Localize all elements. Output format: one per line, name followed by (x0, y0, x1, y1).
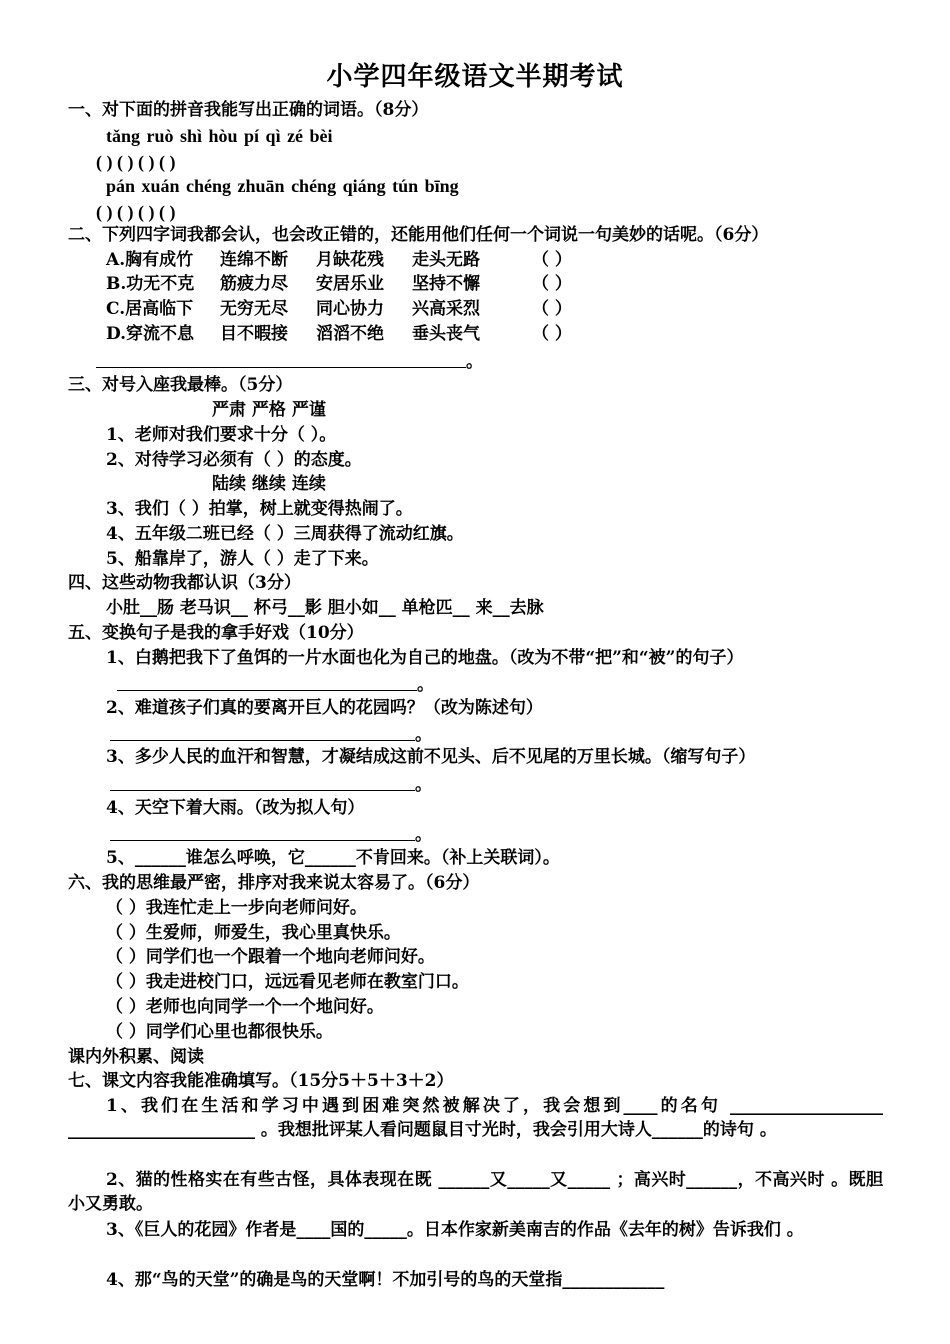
q2-answer-bracket[interactable]: （ ） (532, 324, 572, 344)
q2-answer-bracket[interactable]: （ ） (532, 299, 572, 319)
q3-sentence-2: 2、对待学习必须有（ ）的态度。 (106, 450, 362, 470)
q5-answer-line-4[interactable] (110, 840, 415, 841)
q5-answer-end-4: 。 (415, 825, 432, 845)
q1-pinyin-row1: tǎng ruò shì hòu pí qì zé bèi (106, 126, 333, 146)
q2-word: B.功无不克 (106, 274, 195, 294)
q6-item: （ ）我连忙走上一步向老师问好。 (106, 898, 367, 918)
q5-sentence-2: 2、难道孩子们真的要离开巨人的花园吗？（改为陈述句） (106, 698, 543, 718)
q2-answer-bracket[interactable]: （ ） (532, 250, 572, 270)
q5-heading: 五、变换句子是我的拿手好戏（10分） (68, 623, 364, 643)
q1-pinyin-row2: pán xuán chéng zhuān chéng qiáng tún bīng (106, 176, 459, 196)
q6-heading: 六、我的思维最严密，排序对我来说太容易了。（6分） (68, 873, 480, 893)
q2-row-b (106, 272, 572, 296)
q5-sentence-4: 4、天空下着大雨。（改为拟人句） (106, 798, 365, 818)
q5-sentence-3: 3、多少人民的血汗和智慧，才凝结成这前不见头、后不见尾的万里长城。（缩写句子） (106, 747, 756, 767)
q5-answer-end-3: 。 (415, 775, 432, 795)
q5-answer-end-2: 。 (415, 725, 432, 745)
q2-answer-end: 。 (466, 352, 483, 372)
q1-heading: 一、对下面的拼音我能写出正确的词语。（8分） (68, 100, 429, 120)
q6-item: （ ）同学们心里也都很快乐。 (106, 1022, 333, 1042)
q2-word: 目不暇接 (220, 324, 288, 344)
page-title: 小学四年级语文半期考试 (326, 62, 624, 92)
q2-word: A.胸有成竹 (106, 250, 194, 270)
q2-word: 垂头丧气 (412, 324, 480, 344)
q2-word: 坚持不懈 (412, 274, 480, 294)
q5-answer-end-1: 。 (417, 675, 434, 695)
q7-paragraph-3: 3、《巨人的花园》作者是____国的_____。日本作家新美南吉的作品《去年的树》告诉我们 。 (106, 1220, 804, 1240)
section-heading: 课内外积累、阅读 (68, 1047, 204, 1067)
q6-item: （ ）老师也向同学一个一个地问好。 (106, 997, 384, 1017)
q7-paragraph-4: 4、那“鸟的天堂”的确是鸟的天堂啊！不加引号的鸟的天堂指____________ (106, 1270, 665, 1290)
q1-answer-brackets-row2[interactable]: ( ) ( ) ( ) ( ) (96, 202, 176, 222)
q2-answer-line[interactable] (96, 367, 466, 368)
q2-row-d (106, 322, 572, 346)
q6-item: （ ）我走进校门口，远远看见老师在教室门口。 (106, 972, 469, 992)
q7-paragraph-2: 2、猫的性格实在有些古怪，具体表现在既 ______又_____又_____ ；高兴时______，不高兴时 。既胆小又勇敢。 (68, 1170, 883, 1214)
q2-answer-bracket[interactable]: （ ） (532, 274, 572, 294)
q7-paragraph-1: 1、我们在生活和学习中遇到困难突然被解决了，我会想到____的名句 __________________ ______________________ 。我想批评某人看问题鼠目寸光时，我会引用大诗人______的诗句 。 (68, 1096, 883, 1140)
q3-sentence-3: 3、我们（ ）拍掌，树上就变得热闹了。 (106, 499, 413, 519)
q5-sentence-1: 1、白鹅把我下了鱼饵的一片水面也化为自己的地盘。（改为不带“把”和“被”的句子） (106, 648, 744, 668)
q3-sentence-1: 1、老师对我们要求十分（ ）。 (106, 425, 337, 445)
q2-word: 安居乐业 (316, 274, 384, 294)
q2-word: 兴高采烈 (412, 299, 480, 319)
q5-answer-line-3[interactable] (110, 790, 415, 791)
q3-word-choices-2: 陆续 继续 连续 (212, 474, 326, 494)
q1-answer-brackets-row1[interactable]: ( ) ( ) ( ) ( ) (96, 152, 176, 172)
q2-word: 月缺花残 (316, 250, 384, 270)
q4-idiom-line: 小肚__肠 老马识__ 杯弓__影 胆小如__ 单枪匹__ 来__去脉 (106, 598, 544, 618)
q6-item: （ ）同学们也一个跟着一个地向老师问好。 (106, 947, 435, 967)
q2-word: 无穷无尽 (220, 299, 288, 319)
q7-heading: 七、课文内容我能准确填写。（15分5＋5＋3＋2） (68, 1071, 454, 1091)
q2-word: 筋疲力尽 (220, 274, 288, 294)
q3-word-choices-1: 严肃 严格 严谨 (212, 400, 326, 420)
q2-word: C.居高临下 (106, 299, 194, 319)
q5-sentence-5: 5、______谁怎么呼唤，它______不肯回来。（补上关联词）。 (106, 848, 560, 868)
q2-row-a (106, 248, 572, 272)
q2-word: 滔滔不绝 (316, 324, 384, 344)
q5-answer-line-1[interactable] (117, 690, 417, 691)
q2-row-c (106, 297, 572, 321)
q2-word: D.穿流不息 (106, 324, 195, 344)
q6-item: （ ）生爱师，师爱生，我心里真快乐。 (106, 923, 401, 943)
q2-word: 同心协力 (316, 299, 384, 319)
q3-sentence-5: 5、船靠岸了，游人（ ）走了下来。 (106, 549, 379, 569)
q5-answer-line-2[interactable] (110, 740, 415, 741)
q4-heading: 四、这些动物我都认识（3分） (68, 573, 301, 593)
q3-heading: 三、对号入座我最棒。（5分） (68, 375, 293, 395)
q2-word: 连绵不断 (220, 250, 288, 270)
q2-heading: 二、下列四字词我都会认，也会改正错的，还能用他们任何一个词说一句美妙的话呢。（6分） (68, 225, 769, 245)
q2-word: 走头无路 (412, 250, 480, 270)
q3-sentence-4: 4、五年级二班已经（ ）三周获得了流动红旗。 (106, 524, 464, 544)
